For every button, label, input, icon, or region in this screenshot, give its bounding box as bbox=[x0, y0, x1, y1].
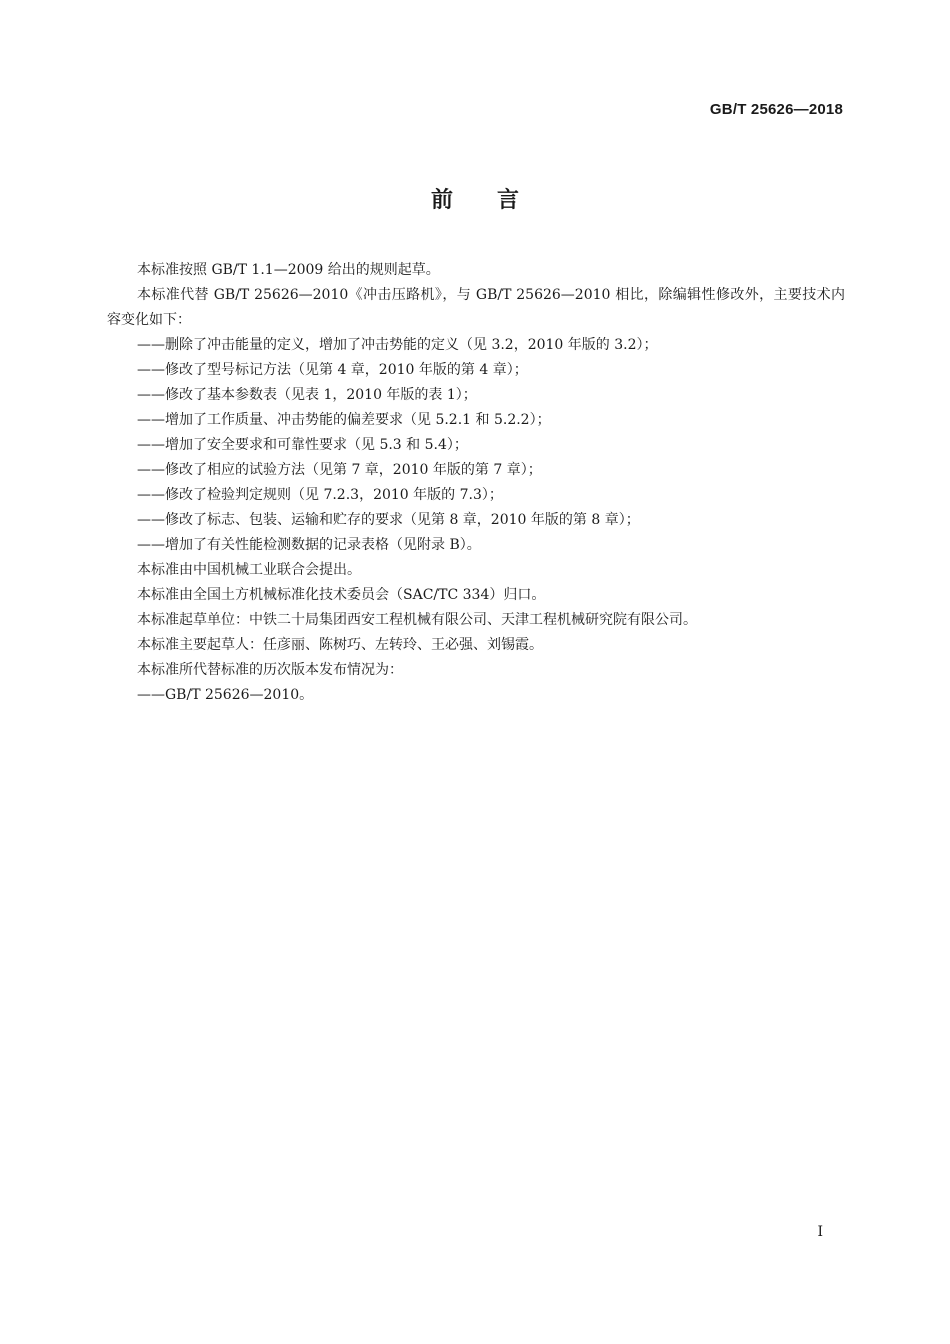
list-item: ——增加了工作质量、冲击势能的偏差要求（见 5.2.1 和 5.2.2）； bbox=[137, 412, 551, 428]
paragraph-history: 本标准所代替标准的历次版本发布情况为： bbox=[137, 662, 403, 678]
list-item: ——增加了有关性能检测数据的记录表格（见附录 B）。 bbox=[137, 537, 481, 553]
list-item: ——修改了标志、包装、运输和贮存的要求（见第 8 章，2010 年版的第 8 章）； bbox=[137, 512, 640, 528]
list-item: ——修改了型号标记方法（见第 4 章，2010 年版的第 4 章）； bbox=[137, 362, 528, 378]
foreword-body bbox=[107, 258, 845, 708]
paragraph-drafting-rules: 本标准按照 GB/T 1.1—2009 给出的规则起草。 bbox=[137, 262, 440, 278]
list-item: ——增加了安全要求和可靠性要求（见 5.3 和 5.4）； bbox=[137, 437, 468, 453]
list-item: ——修改了相应的试验方法（见第 7 章，2010 年版的第 7 章）； bbox=[137, 462, 542, 478]
list-item: ——修改了基本参数表（见表 1，2010 年版的表 1）； bbox=[137, 387, 477, 403]
list-item: ——修改了检验判定规则（见 7.2.3，2010 年版的 7.3）； bbox=[137, 487, 503, 503]
paragraph-drafters: 本标准主要起草人：任彦丽、陈树巧、左转玲、王必强、刘锡霞。 bbox=[137, 637, 543, 653]
paragraph-committee: 本标准由全国土方机械标准化技术委员会（SAC/TC 334）归口。 bbox=[137, 587, 546, 603]
list-item: ——GB/T 25626—2010。 bbox=[137, 687, 314, 703]
paragraph-drafting-units: 本标准起草单位：中铁二十局集团西安工程机械有限公司、天津工程机械研究院有限公司。 bbox=[137, 612, 697, 628]
page-number: I bbox=[817, 1224, 823, 1240]
page-title: 前言 bbox=[430, 188, 563, 213]
standard-number: GB/T 25626—2018 bbox=[709, 101, 843, 118]
list-item: ——删除了冲击能量的定义，增加了冲击势能的定义（见 3.2，2010 年版的 3.2）； bbox=[137, 337, 658, 353]
paragraph-proposer: 本标准由中国机械工业联合会提出。 bbox=[137, 562, 361, 578]
paragraph-replacement: 本标准代替 GB/T 25626—2010《冲击压路机》，与 GB/T 25626—2010 相比，除编辑性修改外，主要技术内容变化如下： bbox=[107, 287, 845, 328]
